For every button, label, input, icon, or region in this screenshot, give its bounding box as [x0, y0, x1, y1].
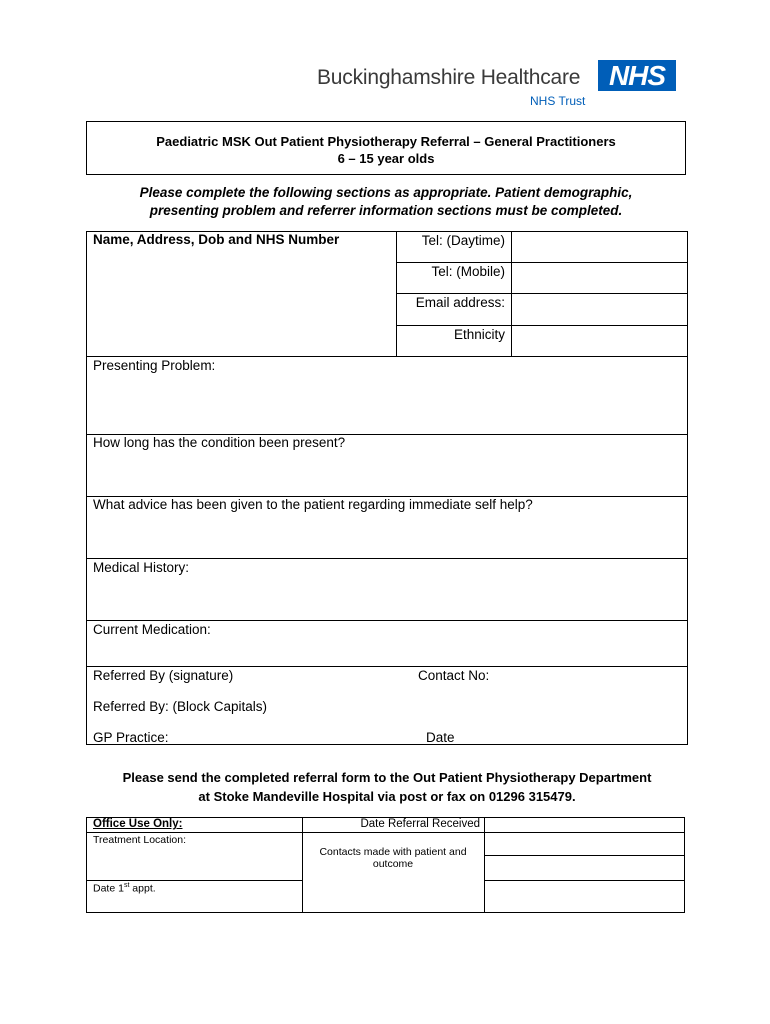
organisation-name: Buckinghamshire Healthcare	[317, 66, 581, 89]
divider	[86, 356, 688, 357]
first-appointment-label: Date 1st appt.	[93, 882, 156, 895]
divider	[86, 558, 688, 559]
divider	[86, 666, 688, 667]
divider	[86, 832, 685, 833]
tel-daytime-field[interactable]	[513, 233, 686, 261]
tel-mobile-field[interactable]	[513, 264, 686, 292]
divider	[86, 880, 302, 881]
self-help-advice-label: What advice has been given to the patient regarding immediate self help?	[93, 497, 533, 512]
send-instructions-line2: at Stoke Mandeville Hospital via post or fax on 01296 315479.	[198, 789, 576, 804]
divider	[484, 855, 685, 856]
contacts-label-line1: Contacts made with patient and	[319, 846, 467, 858]
referred-by-block-capitals-label: Referred By: (Block Capitals)	[93, 699, 268, 714]
date-label: Date	[426, 730, 455, 745]
ethnicity-label: Ethnicity	[453, 327, 505, 342]
ethnicity-field[interactable]	[513, 327, 686, 355]
divider	[396, 262, 688, 263]
presenting-problem-label: Presenting Problem:	[93, 358, 216, 373]
date-referral-received-label: Date Referral Received	[360, 818, 480, 830]
divider	[86, 620, 688, 621]
medical-history-label: Medical History:	[93, 560, 190, 575]
referred-by-signature-label: Referred By (signature)	[93, 668, 234, 683]
instructions-line1: Please complete the following sections as appropriate. Patient demographic,	[139, 185, 633, 200]
current-medication-label: Current Medication:	[93, 622, 211, 637]
nhs-logo: NHS	[598, 60, 676, 91]
divider	[396, 325, 688, 326]
send-instructions-line1: Please send the completed referral form to the Out Patient Physiotherapy Department	[122, 770, 652, 785]
instructions-line2: presenting problem and referrer information sections must be completed.	[149, 203, 623, 218]
divider	[396, 293, 688, 294]
form-title-line2: 6 – 15 year olds	[337, 151, 435, 166]
treatment-location-label: Treatment Location:	[93, 834, 186, 846]
office-use-heading: Office Use Only:	[93, 818, 183, 830]
email-field[interactable]	[513, 295, 686, 324]
tel-daytime-label: Tel: (Daytime)	[421, 233, 505, 248]
divider	[484, 880, 685, 881]
form-title-line1: Paediatric MSK Out Patient Physiotherapy Referral – General Practitioners	[156, 134, 616, 149]
email-label: Email address:	[415, 295, 505, 310]
condition-duration-label: How long has the condition been present?	[93, 435, 346, 450]
trust-name: NHS Trust	[530, 94, 586, 108]
tel-mobile-label: Tel: (Mobile)	[431, 264, 505, 279]
contacts-label-line2: outcome	[372, 858, 414, 870]
gp-practice-label: GP Practice:	[93, 730, 169, 745]
contact-number-label: Contact No:	[418, 668, 490, 683]
patient-details-label: Name, Address, Dob and NHS Number	[93, 232, 340, 247]
